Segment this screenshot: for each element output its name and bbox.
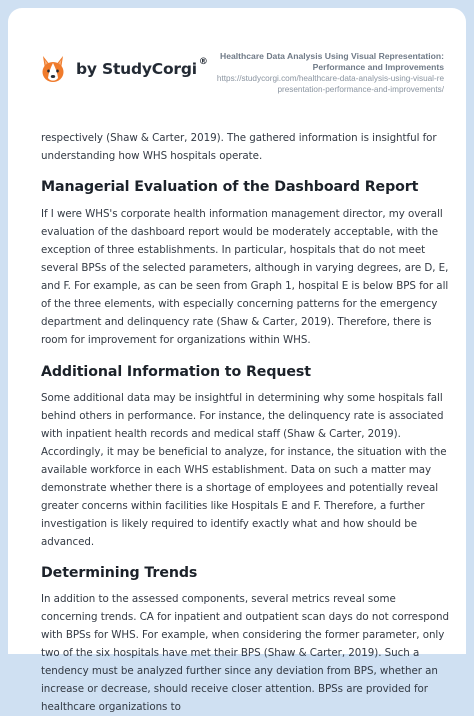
section-paragraph-additional-information: Some additional data may be insightful in determining why some hospitals fall behind others in performance. For instance, the delinquency rate is associated with inpatient health records and medical staff (Shaw & Carter, 2019). Accordingly, it may be beneficial to analyze, for instance, the situation with the available workforce in each WHS establishment. Data on such a matter may demonstrate whether there is a shortage of employees and potentially reveal greater concerns within facilities like Hospitals E and F. Therefore, a further investigation is likely required to identify exactly what and how should be advanced. <box>41 392 447 548</box>
corgi-icon <box>38 54 68 84</box>
brand-name: by StudyCorgi ® <box>76 57 208 78</box>
document-page <box>8 8 466 713</box>
document-title: Healthcare Data Analysis Using Visual Representation: Performance and Improvements <box>220 51 444 72</box>
document-meta <box>214 51 444 95</box>
article-body <box>41 120 449 716</box>
section-paragraph-managerial-evaluation: If I were WHS's corporate health information management director, my overall evaluation of the dashboard report would be moderately acceptable, with the exception of three establishments. In particular, hospitals that do not meet several BPSs of the selected parameters, although in varying degrees, are D, E, and F. For example, as can be seen from Graph 1, hospital E is below BPS for all of the three elements, with especially concerning patterns for the emergency department and delinquency rate (Shaw & Carter, 2019). Therefore, there is room for improvement for organizations within WHS. <box>41 208 449 346</box>
page-header <box>8 8 466 118</box>
section-heading-additional-information: Additional Information to Request <box>41 364 311 380</box>
intro-paragraph: respectively (Shaw & Carter, 2019). The gathered information is insightful for understanding how WHS hospitals operate. <box>41 132 437 162</box>
section-paragraph-determining-trends: In addition to the assessed components, several metrics reveal some concerning trends. CA for inpatient and outpatient scan days do not correspond with BPSs for WHS. For example, when considering the former parameter, only two of the six hospitals have met their BPS (Shaw & Carter, 2019). Such a tendency must be analyzed further since any deviation from BPS, whether an increase or decrease, should receive closer attention. BPSs are provided for healthcare organizations to <box>41 593 449 713</box>
section-heading-managerial-evaluation: Managerial Evaluation of the Dashboard Report <box>41 179 419 195</box>
studycorgi-logo[interactable] <box>38 54 208 84</box>
document-url[interactable]: https://studycorgi.com/healthcare-data-analysis-using-visual-representation-performance-and-improvements/ <box>216 74 444 94</box>
section-heading-determining-trends: Determining Trends <box>41 565 198 581</box>
registered-mark: ® <box>198 57 208 67</box>
